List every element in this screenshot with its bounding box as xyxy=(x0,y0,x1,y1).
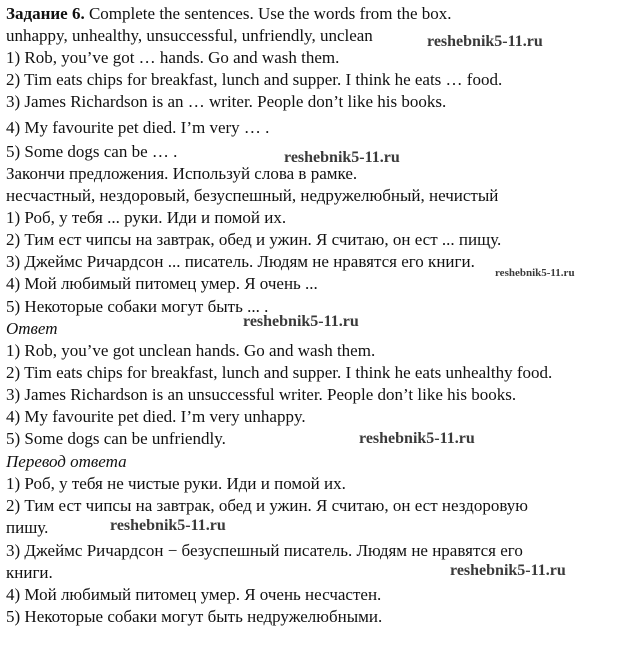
answer-sentence: 3) James Richardson is an unsuccessful writer. People don’t like his books. xyxy=(6,385,517,404)
watermark: reshebnik5-11.ru xyxy=(359,430,475,447)
translation-line: 4) Мой любимый питомец умер. Я очень несчастен. xyxy=(6,585,382,604)
answer-sentence: 4) My favourite pet died. I’m very unhappy. xyxy=(6,407,306,426)
watermark: reshebnik5-11.ru xyxy=(427,33,543,50)
ru-sentence: 3) Джеймс Ричардсон ... писатель. Людям не нравятся его книги. xyxy=(6,252,475,271)
ru-instruction: Закончи предложения. Используй слова в рамке. xyxy=(6,164,358,183)
ru-sentence: 1) Роб, у тебя ... руки. Иди и помой их. xyxy=(6,208,287,227)
task-heading xyxy=(6,4,452,24)
translation-heading: Перевод ответа xyxy=(6,452,127,471)
task-sentence: 1) Rob, you’ve got … hands. Go and wash them. xyxy=(6,48,340,67)
task-sentence: 2) Tim eats chips for breakfast, lunch and supper. I think he eats … food. xyxy=(6,70,503,89)
task-sentence: 5) Some dogs can be … . xyxy=(6,142,178,161)
translation-line: 1) Роб, у тебя не чистые руки. Иди и помой их. xyxy=(6,474,346,493)
watermark: reshebnik5-11.ru xyxy=(284,149,400,166)
task-sentence: 3) James Richardson is an … writer. People don’t like his books. xyxy=(6,92,447,111)
task-label: Задание 6. xyxy=(6,4,85,23)
watermark: reshebnik5-11.ru xyxy=(450,562,566,579)
translation-line: 2) Тим ест чипсы на завтрак, обед и ужин. Я считаю, он ест нездоровую xyxy=(6,496,528,515)
answer-sentence: 2) Tim eats chips for breakfast, lunch and supper. I think he eats unhealthy food. xyxy=(6,363,553,382)
watermark: reshebnik5-11.ru xyxy=(495,267,575,279)
ru-sentence: 4) Мой любимый питомец умер. Я очень ... xyxy=(6,274,318,293)
answer-sentence: 1) Rob, you’ve got unclean hands. Go and wash them. xyxy=(6,341,376,360)
ru-sentence: 5) Некоторые собаки могут быть ... . xyxy=(6,297,269,316)
watermark: reshebnik5-11.ru xyxy=(110,517,226,534)
ru-sentence: 2) Тим ест чипсы на завтрак, обед и ужин. Я считаю, он ест ... пищу. xyxy=(6,230,502,249)
answer-sentence: 5) Some dogs can be unfriendly. xyxy=(6,429,226,448)
word-box: unhappy, unhealthy, unsuccessful, unfriendly, unclean xyxy=(6,26,373,45)
ru-word-box: несчастный, нездоровый, безуспешный, недружелюбный, нечистый xyxy=(6,186,499,205)
watermark: reshebnik5-11.ru xyxy=(243,313,359,330)
task-sentence: 4) My favourite pet died. I’m very … . xyxy=(6,118,270,137)
translation-line: 3) Джеймс Ричардсон − безуспешный писатель. Людям не нравятся его xyxy=(6,541,523,560)
translation-line: книги. xyxy=(6,563,53,582)
translation-line: 5) Некоторые собаки могут быть недружелюбными. xyxy=(6,607,383,626)
task-instruction: Complete the sentences. Use the words from the box. xyxy=(84,4,452,23)
answer-heading: Ответ xyxy=(6,319,58,338)
translation-line: пишу. xyxy=(6,518,49,537)
